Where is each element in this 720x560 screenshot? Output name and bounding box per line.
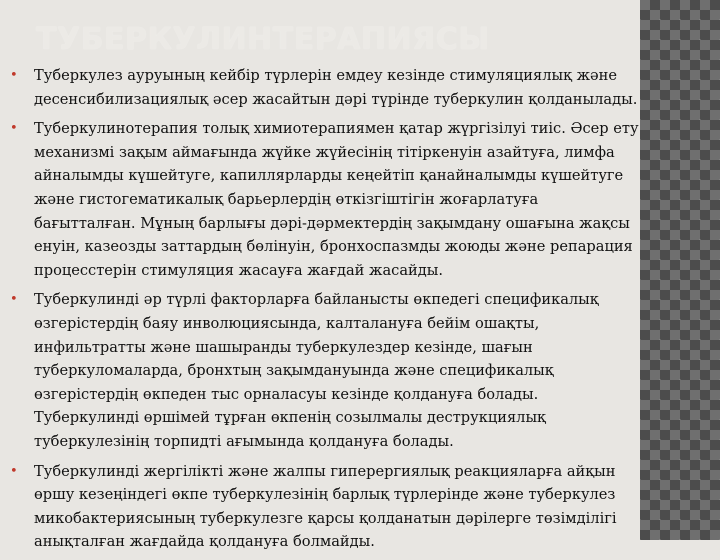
bullet-dot-icon: • <box>10 292 18 308</box>
bullet-dot-icon: • <box>10 68 18 83</box>
decorative-diamond-pattern <box>640 0 720 540</box>
bullet-dot-icon: • <box>10 121 18 137</box>
bullet-text: Туберкулинді әр түрлі факторларға байланысты өкпедегі спецификалық өзгерістердің баяу инволюциясында, калталануға бейім ошақты, инфильтратты және шашыранды туберкулездер кезінде, шағын туберкуломаларда, бронхтың зақымдануында және спецификалық өзгерістердің өкпеден тыс орналасуы кезінде қолдануға болады. Туберкулинді өршімей тұрған өкпенің созылмалы деструкциялық туберкулезінің торпидті ағымында қолдануға болады. <box>34 291 599 450</box>
bullet-text: Туберкулез ауруының кейбір түрлерін емдеу кезінде стимуляциялық және десенсибилизациялық әсер жасайтын дәрі түрінде туберкулин қолданылады. <box>34 67 638 108</box>
bullet-item <box>8 117 644 282</box>
bullet-list <box>8 64 644 560</box>
bullet-dot-icon: • <box>10 463 18 479</box>
bullet-text: Туберкулинотерапия толық химиотерапиямен қатар жүргізілуі тиіс. Әсер ету механизмі зақым аймағында жүйке жүйесінің тітіркенуін азайтуға, лимфа айналымды күшейтуге, капиллярларды кеңейтіп қанайналымды күшейтуге және гистогематикалық барьерлердің өткізгіштігін жоғарлатуға бағытталған. Мұның барлығы дәрі-дәрмектердің зақымдану ошағына жақсы енуін, казеозды заттардың бөлінуін, бронхоспазмды жоюды және репарация процесстерін стимуляция жасауға жағдай жасайды. <box>34 120 639 279</box>
slide-title: ТУБЕРКУЛИНТЕРАПИЯСЫ <box>36 22 490 57</box>
bullet-text: Туберкулинді жергілікті және жалпы гиперергиялық реакцияларға айқын өршу кезеңіндегі өкпе туберкулезінің барлық түрлерінде және туберкулез микобактериясының туберкулезге қарсы қолданатын дәрілерге төзімділігі анықталған жағдайда қолдануға болмайды. <box>34 462 617 551</box>
bullet-item <box>8 288 644 453</box>
bullet-item <box>8 64 644 111</box>
